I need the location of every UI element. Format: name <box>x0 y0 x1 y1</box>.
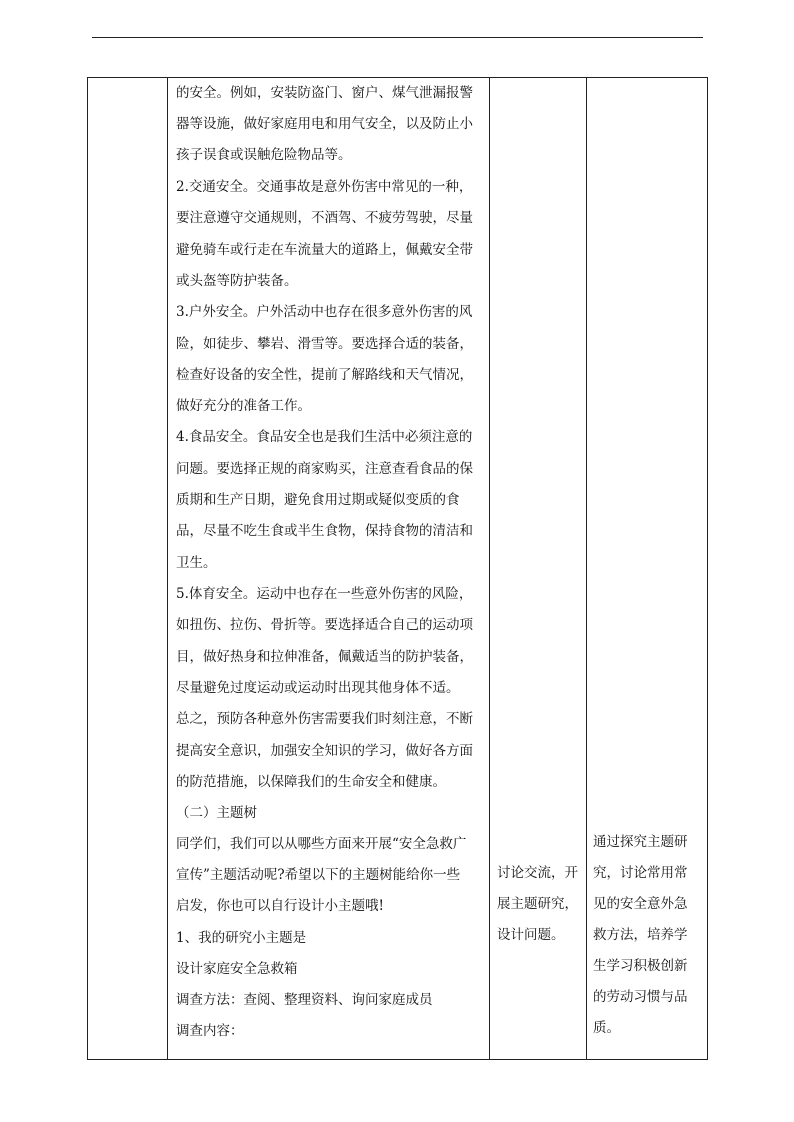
text-line: 4.食品安全。食品安全也是我们生活中必须注意的 <box>176 429 473 445</box>
text-line: 品，尽量不吃生食或半生食物，保持食物的清洁和 <box>176 523 473 539</box>
text-line: 启发，你也可以自行设计小主题哦! <box>176 898 384 914</box>
text-line: 2.交通安全。交通事故是意外伤害中常见的一种， <box>176 179 473 195</box>
text-line: 调查内容： <box>176 1023 244 1039</box>
text-line: 险，如徒步、攀岩、滑雪等。要选择合适的装备， <box>176 336 473 352</box>
text-line: 要注意遵守交通规则，不酒驾、不疲劳驾驶，尽量 <box>176 210 473 226</box>
text-line: 目，做好热身和拉伸准备，佩戴适当的防护装备， <box>176 649 473 665</box>
text-line: 避免骑车或行走在车流量大的道路上，佩戴安全带 <box>176 242 473 258</box>
text-line: 检查好设备的安全性，提前了解路线和天气情况， <box>176 367 473 383</box>
text-line: 总之，预防各种意外伤害需要我们时刻注意，不断 <box>176 711 473 727</box>
text-line: 器等设施，做好家庭用电和用气安全，以及防止小 <box>176 116 473 132</box>
lesson-plan-table <box>87 77 708 1060</box>
header-rule <box>92 37 703 38</box>
text-line: 做好充分的准备工作。 <box>176 398 311 414</box>
text-line: 展主题研究， <box>497 896 578 912</box>
text-line: 的防范措施，以保障我们的生命安全和健康。 <box>176 774 446 790</box>
student-activity-cell <box>490 78 587 1060</box>
text-line: 设计家庭安全急救箱 <box>176 961 298 977</box>
text-line: 的安全。例如，安装防盗门、窗户、煤气泄漏报警 <box>176 85 473 101</box>
text-line: 设计问题。 <box>497 927 565 943</box>
text-line: 尽量避免过度运动或运动时出现其他身体不适。 <box>176 680 460 696</box>
text-line: 卫生。 <box>176 555 217 571</box>
text-line: 1、我的研究小主题是 <box>176 930 307 946</box>
text-line: 质。 <box>593 1020 620 1036</box>
text-line: 宣传”主题活动呢?希望以下的主题树能给你一些 <box>176 867 461 883</box>
text-line: 究，讨论常用常 <box>593 865 688 881</box>
text-line: 5.体育安全。运动中也存在一些意外伤害的风险， <box>176 586 473 602</box>
stage-cell <box>88 78 168 1060</box>
text-line: 生学习积极创新 <box>593 958 688 974</box>
text-line: 问题。要选择正规的商家购买，注意查看食品的保 <box>176 461 473 477</box>
teacher-activity-cell <box>168 78 490 1060</box>
table-row <box>88 78 708 1060</box>
text-line: 见的安全意外急 <box>593 896 688 912</box>
text-line: 或头盔等防护装备。 <box>176 273 298 289</box>
text-line: 同学们，我们可以从哪些方面来开展“安全急救广 <box>176 836 467 852</box>
text-line: 救方法，培养学 <box>593 927 688 943</box>
text-line: 提高安全意识，加强安全知识的学习，做好各方面 <box>176 743 473 759</box>
design-intent-cell <box>587 78 708 1060</box>
text-line: 调查方法：查阅、整理资料、询问家庭成员 <box>176 992 433 1008</box>
text-line: 的劳动习惯与品 <box>593 989 688 1005</box>
text-line: 3.户外安全。户外活动中也存在很多意外伤害的风 <box>176 304 473 320</box>
text-line: 孩子误食或误触危险物品等。 <box>176 147 352 163</box>
text-line: 通过探究主题研 <box>593 834 688 850</box>
section-heading: （二）主题树 <box>176 805 257 821</box>
text-line: 如扭伤、拉伤、骨折等。要选择适合自己的运动项 <box>176 617 473 633</box>
text-line: 质期和生产日期，避免食用过期或疑似变质的食 <box>176 492 460 508</box>
text-line: 讨论交流，开 <box>497 865 578 881</box>
